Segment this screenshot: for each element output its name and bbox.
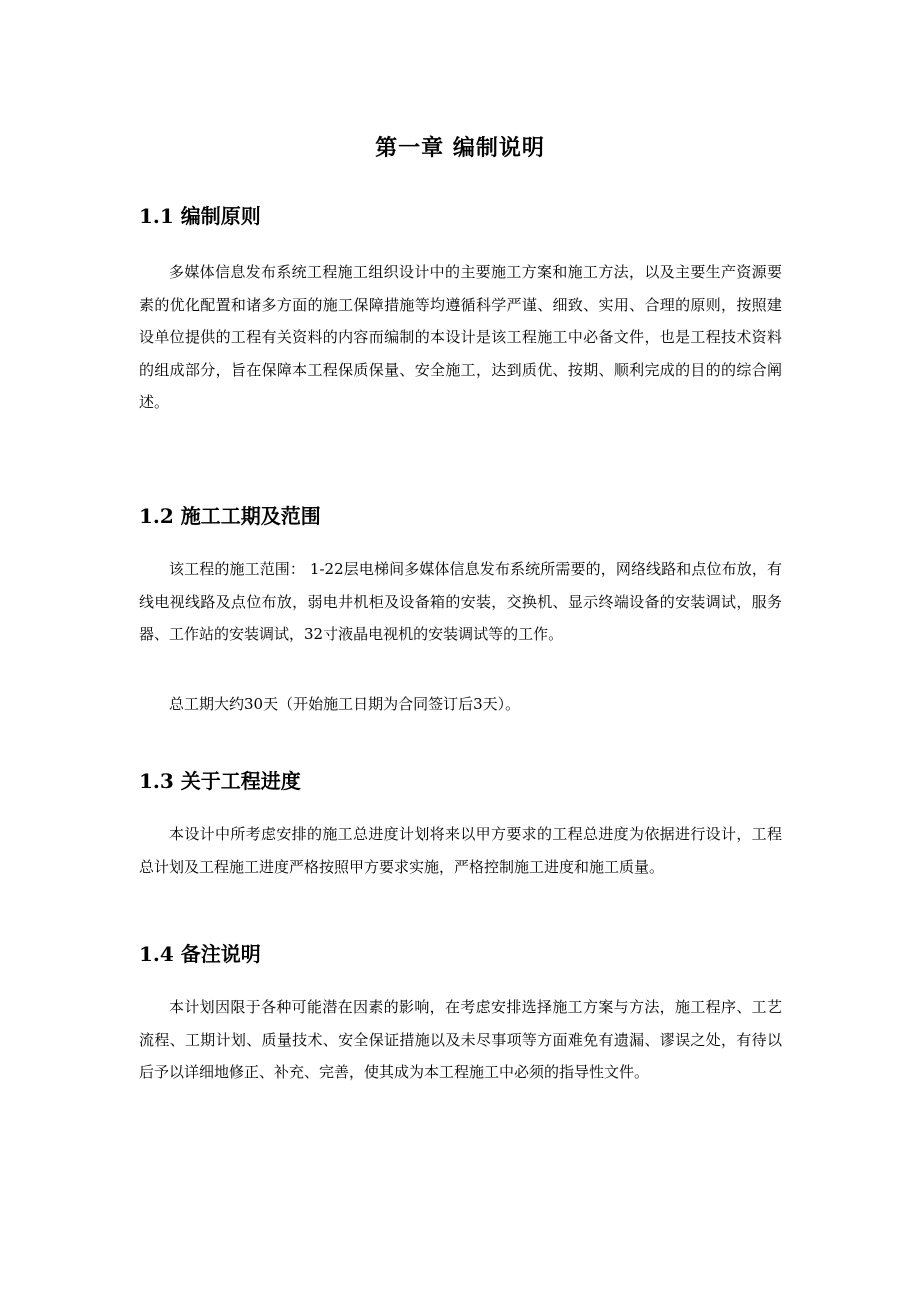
section-heading-1-1: 1.1 编制原则 xyxy=(139,204,261,228)
paragraph-1-3: 本设计中所考虑安排的施工总进度计划将来以甲方要求的工程总进度为依据进行设计，工程总计划及工程施工进度严格按照甲方要求实施，严格控制施工进度和施工质量。 xyxy=(139,825,782,876)
section-heading-1-3: 1.3 关于工程进度 xyxy=(139,769,301,793)
paragraph-1-1: 多媒体信息发布系统工程施工组织设计中的主要施工方案和施工方法，以及主要生产资源要素的优化配置和诸多方面的施工保障措施等均遵循科学严谨、细致、实用、合理的原则，按照建设单位提供的工程有关资料的内容而编制的本设计是该工程施工中必备文件，也是工程技术资料的组成部分，旨在保障本工程保质保量、安全施工，达到质优、按期、顺利完成的目的的综合阐述。 xyxy=(139,263,782,411)
paragraph-1-4: 本计划因限于各种可能潜在因素的影响，在考虑安排选择施工方案与方法，施工程序、工艺流程、工期计划、质量技术、安全保证措施以及未尽事项等方面难免有遗漏、谬误之处，有待以后予以详细地修正、补充、完善，使其成为本工程施工中必须的指导性文件。 xyxy=(139,998,782,1081)
paragraph-1-2-scope: 该工程的施工范围： 1-22层电梯间多媒体信息发布系统所需要的，网络线路和点位布放，有线电视线路及点位布放，弱电井机柜及设备箱的安装，交换机、显示终端设备的安装调试，服务器、工作站的安装调试，32寸液晶电视机的安装调试等的工作。 xyxy=(139,560,782,643)
paragraph-1-2-duration: 总工期大约30天（开始施工日期为合同签订后3天）。 xyxy=(169,695,521,713)
section-heading-1-2: 1.2 施工工期及范围 xyxy=(139,504,321,528)
section-heading-1-4: 1.4 备注说明 xyxy=(139,942,261,966)
chapter-title: 第一章 编制说明 xyxy=(375,135,545,161)
